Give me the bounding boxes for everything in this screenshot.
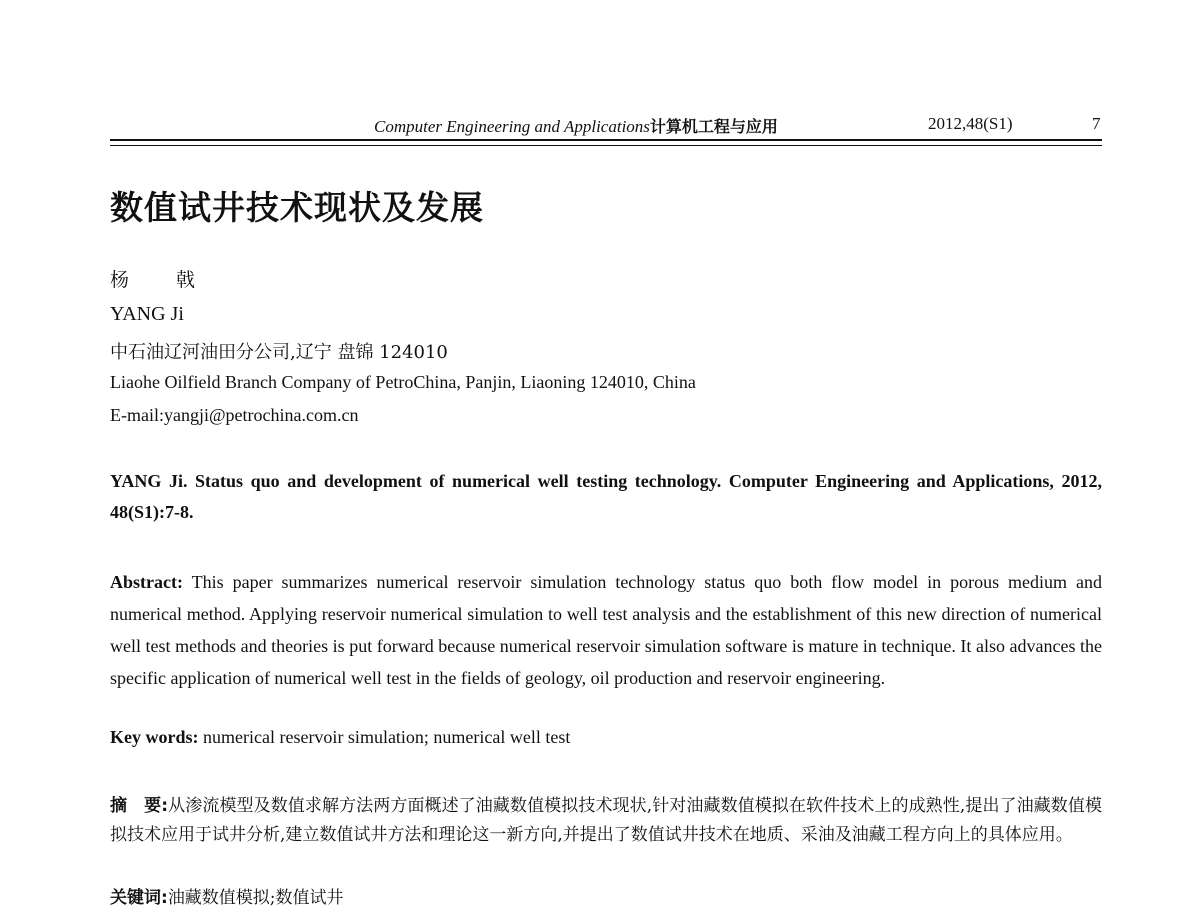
author-email: E-mail:yangji@petrochina.com.cn [110, 405, 359, 425]
header-rule-thin [110, 145, 1102, 146]
author-name-cn: 杨 戟 [110, 269, 210, 291]
abstract-en [110, 566, 1102, 694]
journal-name-en: Computer Engineering and Applications [374, 117, 650, 136]
abstract-cn-label: 摘 要: [110, 796, 169, 816]
affiliation-cn: 中石油辽河油田分公司,辽宁 盘锦 124010 [110, 342, 448, 363]
keywords-cn-label: 关键词: [110, 888, 168, 908]
page-number: 7 [1092, 114, 1101, 133]
author-name-en: YANG Ji [110, 303, 184, 325]
keywords-en [110, 727, 1102, 748]
journal-name [374, 114, 778, 137]
keywords-en-label: Key words: [110, 727, 199, 747]
journal-name-cn: 计算机工程与应用 [649, 117, 778, 136]
abstract-en-text: This paper summarizes numerical reservoir simulation technology status quo both flow model in porous medium and numerical method. Applying reservoir numerical simulation to well test analysis and the establishment of this new direction of numerical well test methods and theories is put forward because numerical reservoir simulation software is mature in technique. It also advances the specific application of numerical well test in the fields of geology, oil production and reservoir engineering. [110, 572, 1102, 688]
abstract-cn-text: 从渗流模型及数值求解方法两方面概述了油藏数值模拟技术现状,针对油藏数值模拟在软件技术上的成熟性,提出了油藏数值模拟技术应用于试井分析,建立数值试井方法和理论这一新方向,并提出了数值试井技术在地质、采油及油藏工程方向上的具体应用。 [110, 796, 1102, 845]
abstract-en-label: Abstract: [110, 572, 183, 592]
affiliation-en: Liaohe Oilfield Branch Company of PetroChina, Panjin, Liaoning 124010, China [110, 372, 696, 392]
paper-title: 数值试井技术现状及发展 [110, 188, 484, 227]
header-rule-thick [110, 139, 1102, 141]
abstract-cn [110, 792, 1102, 850]
keywords-cn [110, 883, 344, 908]
running-header [110, 112, 1102, 136]
issue-info: 2012,48(S1) [928, 114, 1013, 133]
keywords-en-text: numerical reservoir simulation; numerical well test [198, 727, 571, 747]
keywords-cn-text: 油藏数值模拟;数值试井 [167, 888, 344, 908]
citation: YANG Ji. Status quo and development of numerical well testing technology. Computer Engineering and Applications, 2012, 48(S1):7-8. [110, 471, 1102, 522]
